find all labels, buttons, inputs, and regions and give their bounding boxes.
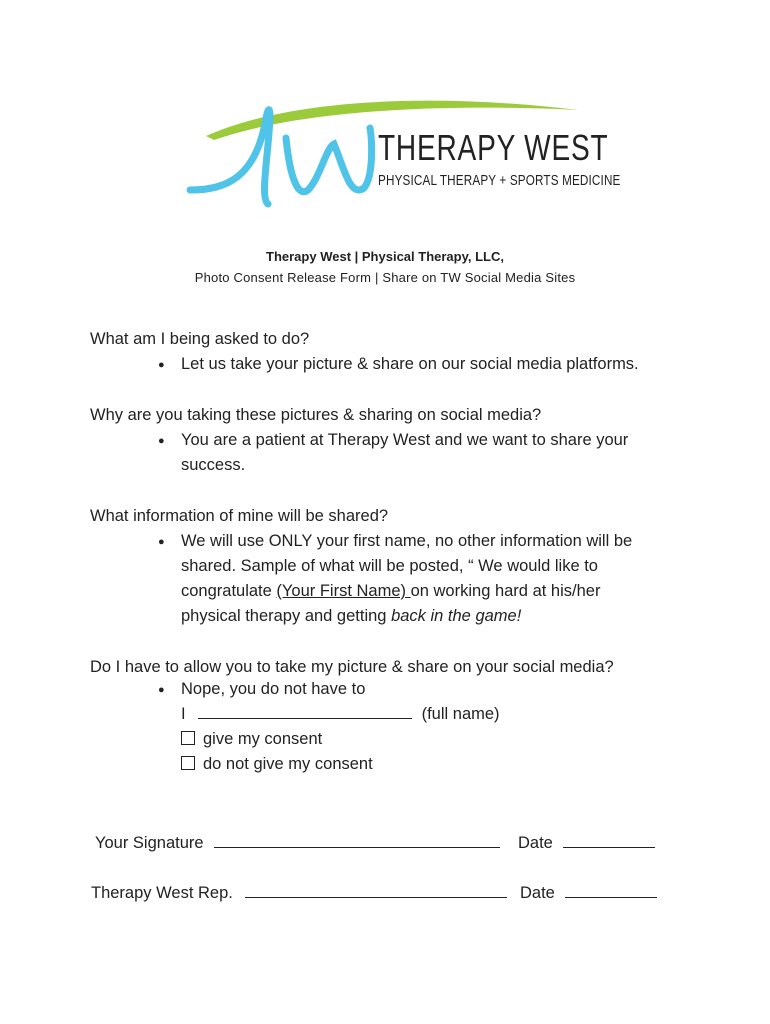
give-consent-label: give my consent xyxy=(203,730,323,748)
answer-3-line-2: shared. Sample of what will be posted, “ We would like to xyxy=(181,557,598,575)
rep-signature-row xyxy=(91,884,507,903)
question-1: What am I being asked to do? xyxy=(90,330,310,348)
question-4: Do I have to allow you to take my picture & share on your social media? xyxy=(90,658,614,676)
signature-row xyxy=(95,834,500,853)
logo-w-stroke xyxy=(286,128,372,192)
your-signature-label: Your Signature xyxy=(95,834,204,852)
rep-date-label: Date xyxy=(520,884,555,902)
answer-3-line-1: We will use ONLY your first name, no other information will be xyxy=(181,532,633,550)
answer-2-line-2: success. xyxy=(181,456,246,474)
consent-option-deny[interactable] xyxy=(181,755,373,774)
rep-signature-label: Therapy West Rep. xyxy=(91,884,233,902)
full-name-row xyxy=(181,705,500,724)
answer-3-line-3-pre: congratulate xyxy=(181,582,277,600)
form-header-company: Therapy West | Physical Therapy, LLC, xyxy=(266,249,504,264)
full-name-suffix: (full name) xyxy=(421,705,500,723)
form-header-title: Photo Consent Release Form | Share on TW Social Media Sites xyxy=(194,270,576,285)
answer-4: Nope, you do not have to xyxy=(181,680,366,698)
deny-consent-label: do not give my consent xyxy=(203,755,373,773)
answer-2-line-1: You are a patient at Therapy West and we want to share your xyxy=(181,431,629,449)
first-name-placeholder: (Your First Name) xyxy=(276,582,411,600)
signature-date-label: Date xyxy=(518,834,553,852)
question-2: Why are you taking these pictures & sharing on social media? xyxy=(90,406,542,424)
logo-title: THERAPY WEST xyxy=(378,127,609,168)
give-consent-checkbox[interactable] xyxy=(181,731,195,745)
answer-3-line-4-italic: back in the game! xyxy=(391,607,522,625)
rep-date-field[interactable] xyxy=(565,896,657,898)
signature-date-field[interactable] xyxy=(563,846,655,848)
deny-consent-checkbox[interactable] xyxy=(181,756,195,770)
signature-date-row xyxy=(518,834,655,853)
answer-3-line-4-pre: physical therapy and getting xyxy=(181,607,392,625)
answer-3-line-3-post: on working hard at his/her xyxy=(410,582,601,600)
answer-3-line-4 xyxy=(181,607,521,626)
full-name-field[interactable] xyxy=(198,717,412,719)
full-name-prefix: I xyxy=(181,705,186,723)
rep-signature-field[interactable] xyxy=(245,896,507,898)
question-3: What information of mine will be shared? xyxy=(90,507,389,525)
your-signature-field[interactable] xyxy=(214,846,500,848)
answer-1: Let us take your picture & share on our social media platforms. xyxy=(181,355,639,373)
answer-3-line-3 xyxy=(181,582,600,601)
consent-option-give[interactable] xyxy=(181,730,322,749)
logo-subtitle: PHYSICAL THERAPY + SPORTS MEDICINE xyxy=(378,172,621,189)
rep-date-row xyxy=(520,884,657,903)
